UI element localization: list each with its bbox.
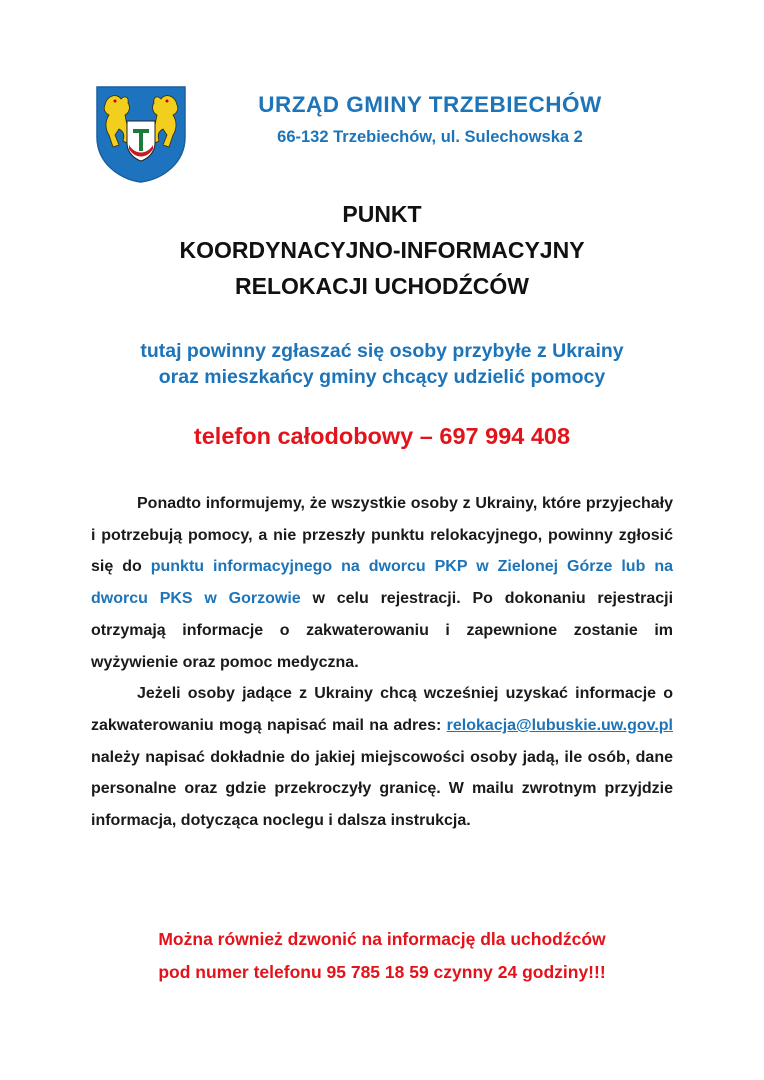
hotline-phone: telefon całodobowy – 697 994 408 xyxy=(193,423,571,449)
paragraph-2-text-a: Jeżeli osoby jadące z Ukrainy chcą wcześniej uzyskać informacje o zakwaterowaniu mogą napisać mail na adres: xyxy=(91,685,673,734)
paragraph-2 xyxy=(91,678,673,837)
title-line-1: PUNKT xyxy=(342,201,422,227)
email-link[interactable]: relokacja@lubuskie.uw.gov.pl xyxy=(446,716,673,734)
subtitle xyxy=(0,338,764,390)
footer-notice xyxy=(0,923,764,989)
document-title xyxy=(0,196,764,304)
subtitle-line-1: tutaj powinny zgłaszać się osoby przybyłe z Ukrainy xyxy=(140,340,624,362)
paragraph-1-text-b: w celu rejestracji. Po dokonaniu rejestracji otrzymają informacje o zakwaterowaniu i zapewnione zostanie im wyżywienie oraz pomoc medyczna. xyxy=(91,590,674,671)
subtitle-line-2: oraz mieszkańcy gminy chcący udzielić pomocy xyxy=(158,366,606,388)
title-line-3: RELOKACJI UCHODŹCÓW xyxy=(235,273,529,299)
paragraph-2-text-b: należy napisać dokładnie do jakiej miejscowości osoby jadą, ile osób, dane personalne oraz gdzie przekroczyły granicę. W mailu zwrotnym przyjdzie informacja, dotycząca noclegu i dalsza instrukcja. xyxy=(91,748,673,830)
footer-line-1: Można również dzwonić na informację dla uchodźców xyxy=(158,929,606,949)
title-line-2: KOORDYNACYJNO-INFORMACYJNY xyxy=(179,237,585,263)
organization-address: 66-132 Trzebiechów, ul. Sulechowska 2 xyxy=(277,128,583,146)
paragraph-1 xyxy=(91,488,673,678)
paragraph-1-text-a: Ponadto informujemy, że wszystkie osoby z Ukrainy, które przyjechały i potrzebują pomocy, a nie przeszły punktu relokacyjnego, powinny zgłosić się do xyxy=(91,495,673,576)
info-point-location: punktu informacyjnego na dworcu PKP w Zielonej Górze lub na dworcu PKS w Gorzowie xyxy=(91,558,673,608)
coat-of-arms-icon xyxy=(95,85,187,183)
body-text xyxy=(91,488,673,837)
organization-name: URZĄD GMINY TRZEBIECHÓW xyxy=(258,92,602,117)
footer-line-2: pod numer telefonu 95 785 18 59 czynny 24 godziny!!! xyxy=(158,962,606,982)
